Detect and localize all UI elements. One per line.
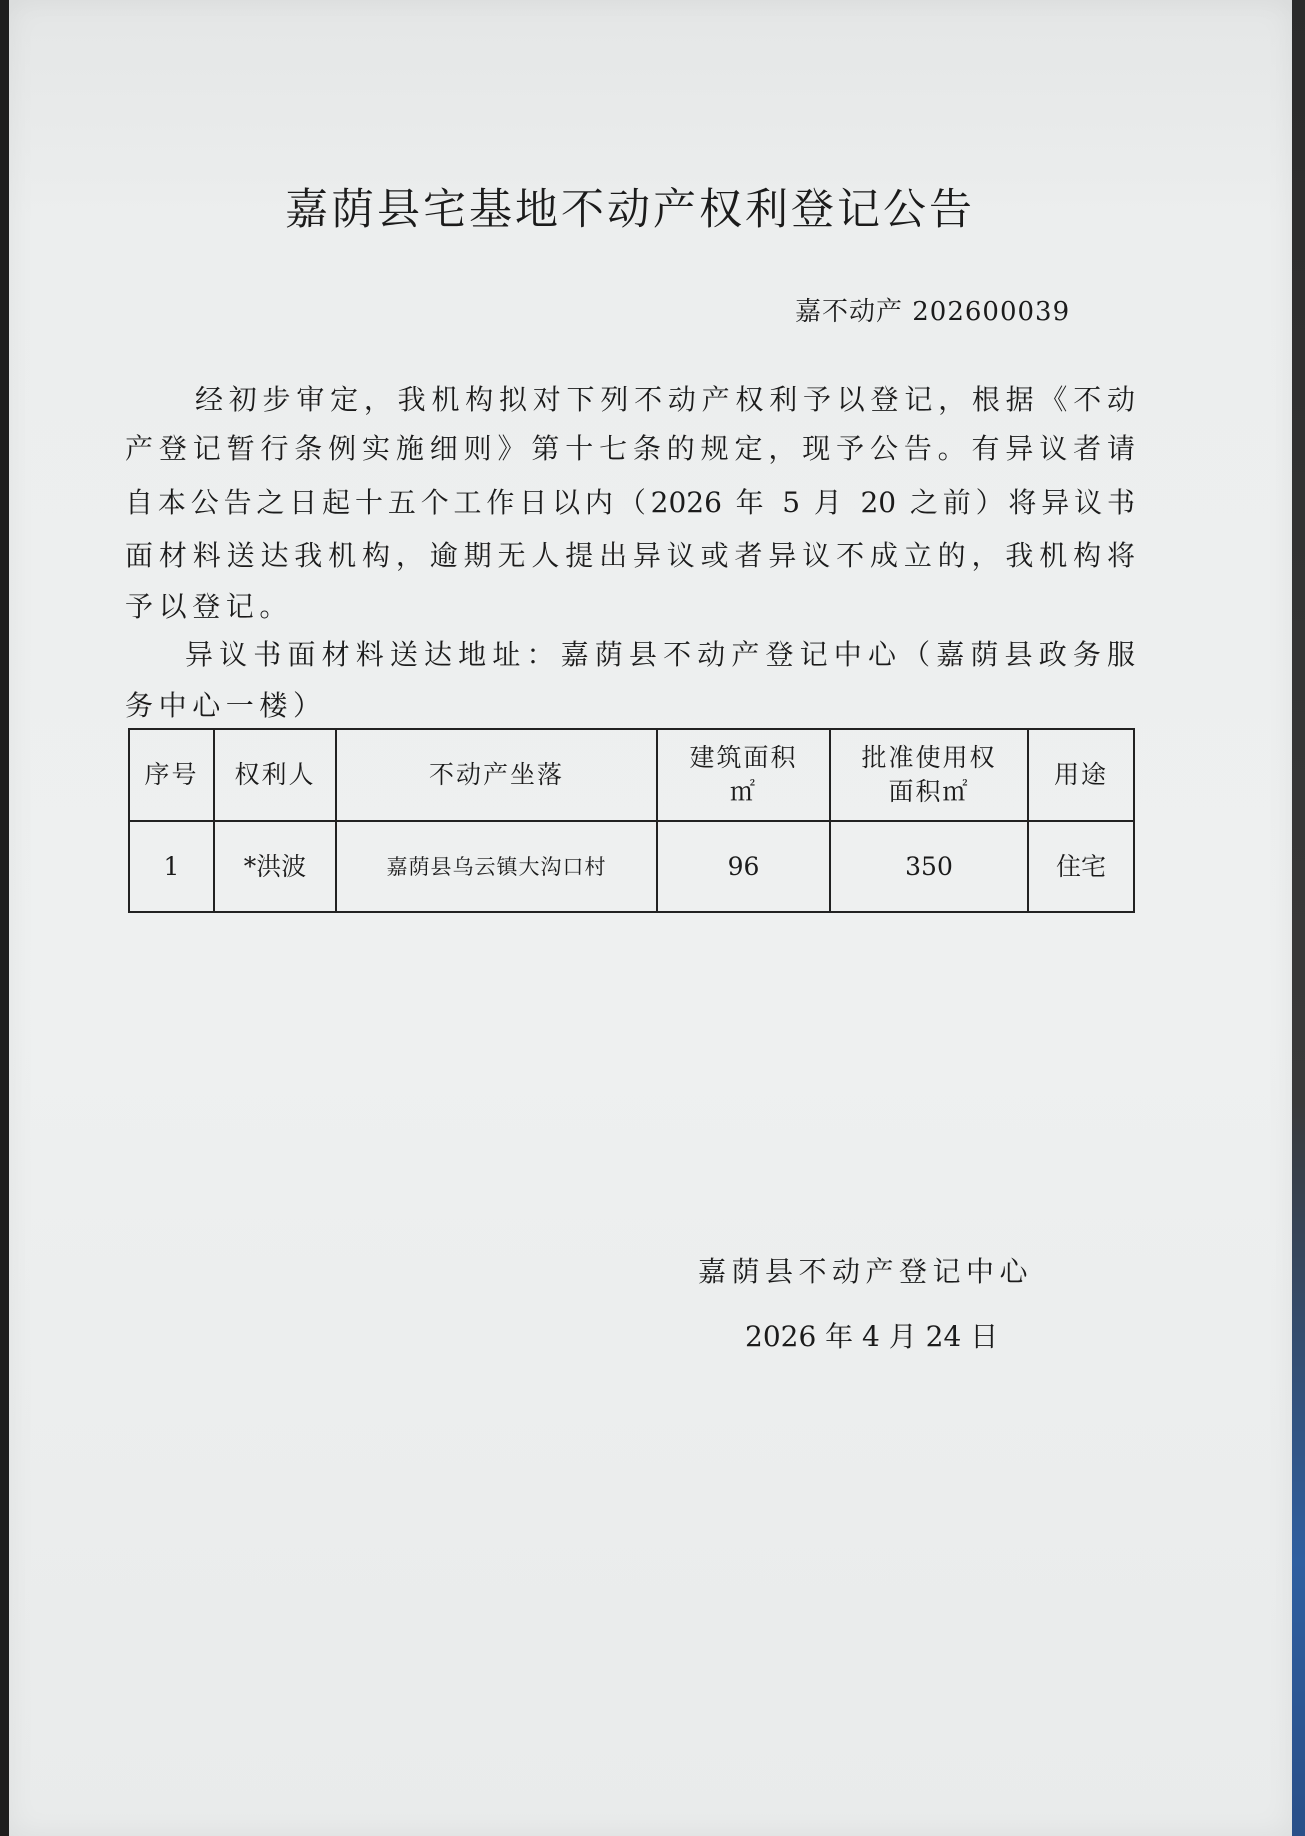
table-cell-building-area: 96: [657, 821, 830, 912]
header-right-holder: 权利人: [234, 760, 316, 789]
table-cell-location: 嘉荫县乌云镇大沟口村: [336, 821, 657, 912]
notice-title: 嘉荫县宅基地不动产权利登记公告: [285, 185, 975, 235]
document-number: 嘉不动产 202600039: [795, 297, 1071, 327]
header-location: 不动产坐落: [428, 760, 564, 789]
table-row: [129, 821, 1134, 912]
table-header-row: [129, 729, 1134, 821]
body-line: 产登记暂行条例实施细则》第十七条的规定，现予公告。有异议者请: [125, 432, 1135, 465]
header-building-area: 建筑面积: [689, 743, 798, 772]
table-cell-serial: 1: [129, 821, 214, 912]
header-usage: 用途: [1053, 760, 1108, 789]
table-header-cell: [1028, 729, 1134, 821]
table-cell-approved-area: 350: [830, 821, 1028, 912]
body-line: 予以登记。: [125, 590, 294, 623]
body-line: 务中心一楼）: [125, 689, 327, 722]
table-header-cell: [830, 729, 1028, 821]
body-line: 经初步审定，我机构拟对下列不动产权利予以登记，根据《不动: [195, 383, 1135, 416]
header-approved-area-unit: 面积㎡: [888, 777, 970, 806]
header-serial: 序号: [144, 760, 199, 789]
table-header-cell: [129, 729, 214, 821]
body-line: 面材料送达我机构，逾期无人提出异议或者异议不成立的，我机构将: [125, 539, 1135, 572]
body-line: 异议书面材料送达地址：嘉荫县不动产登记中心（嘉荫县政务服: [185, 638, 1135, 671]
background-edge: [1292, 0, 1305, 1836]
table-header-cell: [214, 729, 336, 821]
table-cell-usage: 住宅: [1028, 821, 1134, 912]
table-header-cell: [657, 729, 830, 821]
paper-sheet: [9, 0, 1292, 1836]
table-header-cell: [336, 729, 657, 821]
table-cell-right-holder: *洪波: [214, 821, 336, 912]
header-building-area-unit: ㎡: [729, 777, 757, 806]
header-approved-area: 批准使用权: [861, 743, 997, 772]
body-line: 自本公告之日起十五个工作日以内（2026 年 5 月 20 之前）将异议书: [125, 486, 1135, 519]
issue-date: 2026 年 4 月 24 日: [745, 1320, 999, 1353]
issuer-name: 嘉荫县不动产登记中心: [698, 1255, 1034, 1288]
registration-table: [128, 728, 1135, 913]
